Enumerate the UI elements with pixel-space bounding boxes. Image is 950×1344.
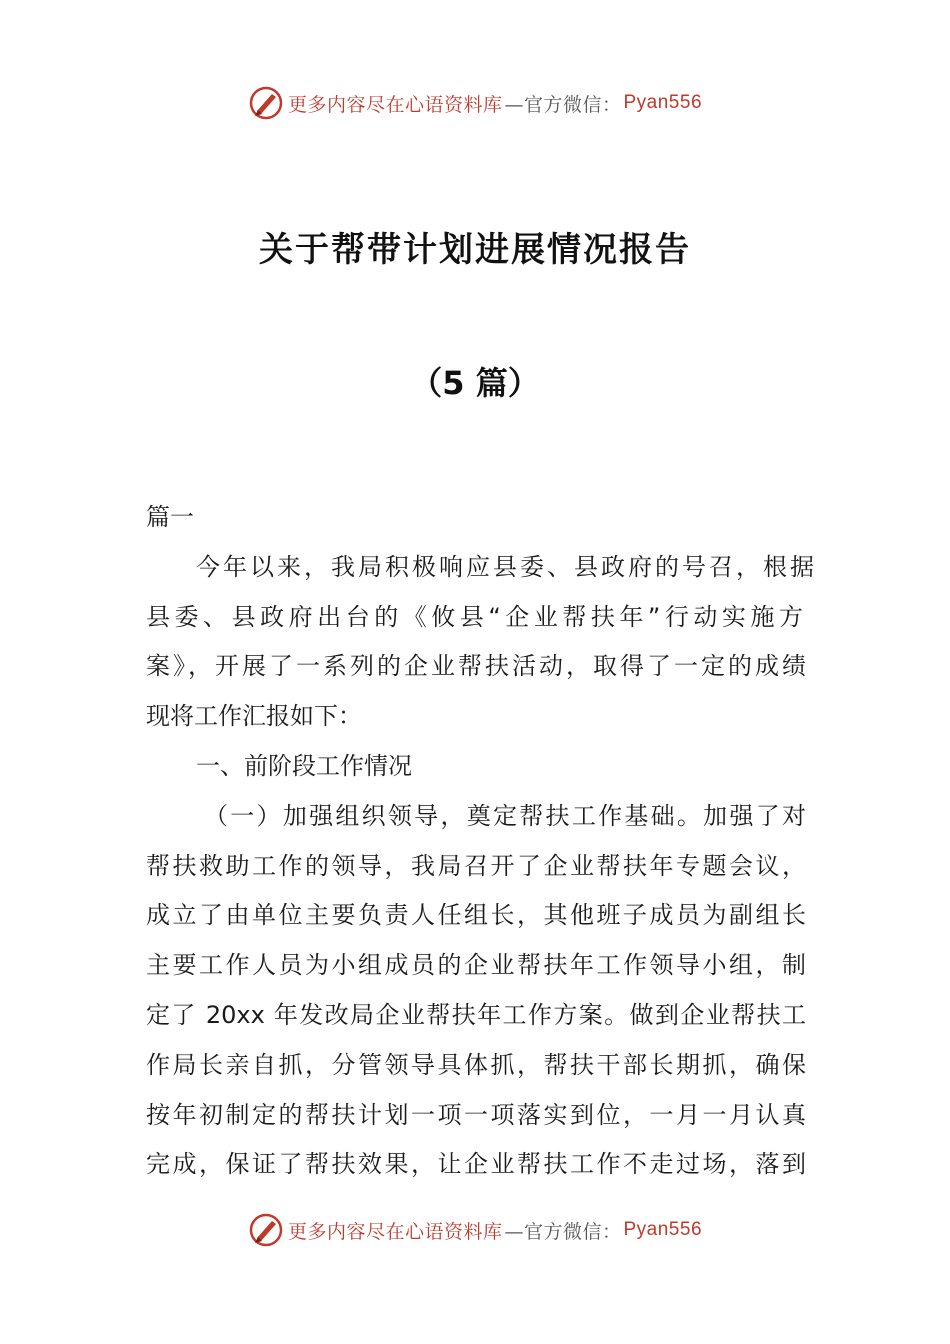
- watermark-wechat-id: Pyan556: [623, 1219, 703, 1240]
- section-heading: 篇一: [146, 503, 194, 531]
- document-subtitle: （5 篇）: [410, 364, 540, 402]
- document-title: 关于帮带计划进展情况报告: [259, 230, 691, 270]
- paragraph-line: （一）加强组织领导，奠定帮扶工作基础。加强了对: [204, 801, 806, 830]
- paragraph-line: 主要工作人员为小组成员的企业帮扶年工作领导小组，制: [146, 951, 806, 980]
- document-body: [146, 493, 817, 1190]
- paragraph-line: 今年以来，我局积极响应县委、县政府的号召，根据: [196, 552, 817, 581]
- paragraph-line: 定了 20xx 年发改局企业帮扶年工作方案。做到企业帮扶工: [146, 1000, 806, 1029]
- pen-logo-icon: [248, 85, 284, 121]
- paragraph-line: 完成，保证了帮扶效果，让企业帮扶工作不走过场，落到: [146, 1150, 806, 1179]
- footer-watermark: [0, 1210, 950, 1250]
- paragraph-line: 县委、县政府出台的《攸县“企业帮扶年”行动实施方: [146, 602, 806, 631]
- watermark-main-text: 更多内容尽在心语资料库: [287, 1220, 503, 1243]
- paragraph-line: 帮扶救助工作的领导，我局召开了企业帮扶年专题会议，: [146, 851, 806, 880]
- header-watermark: [0, 83, 950, 123]
- paragraph-line: 按年初制定的帮扶计划一项一项落实到位，一月一月认真: [146, 1100, 806, 1129]
- watermark-wechat-id: Pyan556: [623, 92, 703, 113]
- subsection-heading: 一、前阶段工作情况: [196, 751, 412, 780]
- paragraph-line: 作局长亲自抓，分管领导具体抓，帮扶干部长期抓，确保: [146, 1050, 806, 1079]
- watermark-main-text: 更多内容尽在心语资料库: [287, 93, 503, 116]
- paragraph-line: 案》，开展了一系列的企业帮扶活动，取得了一定的成绩: [146, 652, 806, 681]
- watermark-sub-text: —官方微信：: [504, 1220, 622, 1243]
- paragraph-line: 现将工作汇报如下：: [146, 702, 362, 731]
- pen-logo-icon: [248, 1212, 284, 1248]
- watermark-sub-text: —官方微信：: [504, 93, 622, 116]
- paragraph-line: 成立了由单位主要负责人任组长，其他班子成员为副组长: [146, 901, 806, 930]
